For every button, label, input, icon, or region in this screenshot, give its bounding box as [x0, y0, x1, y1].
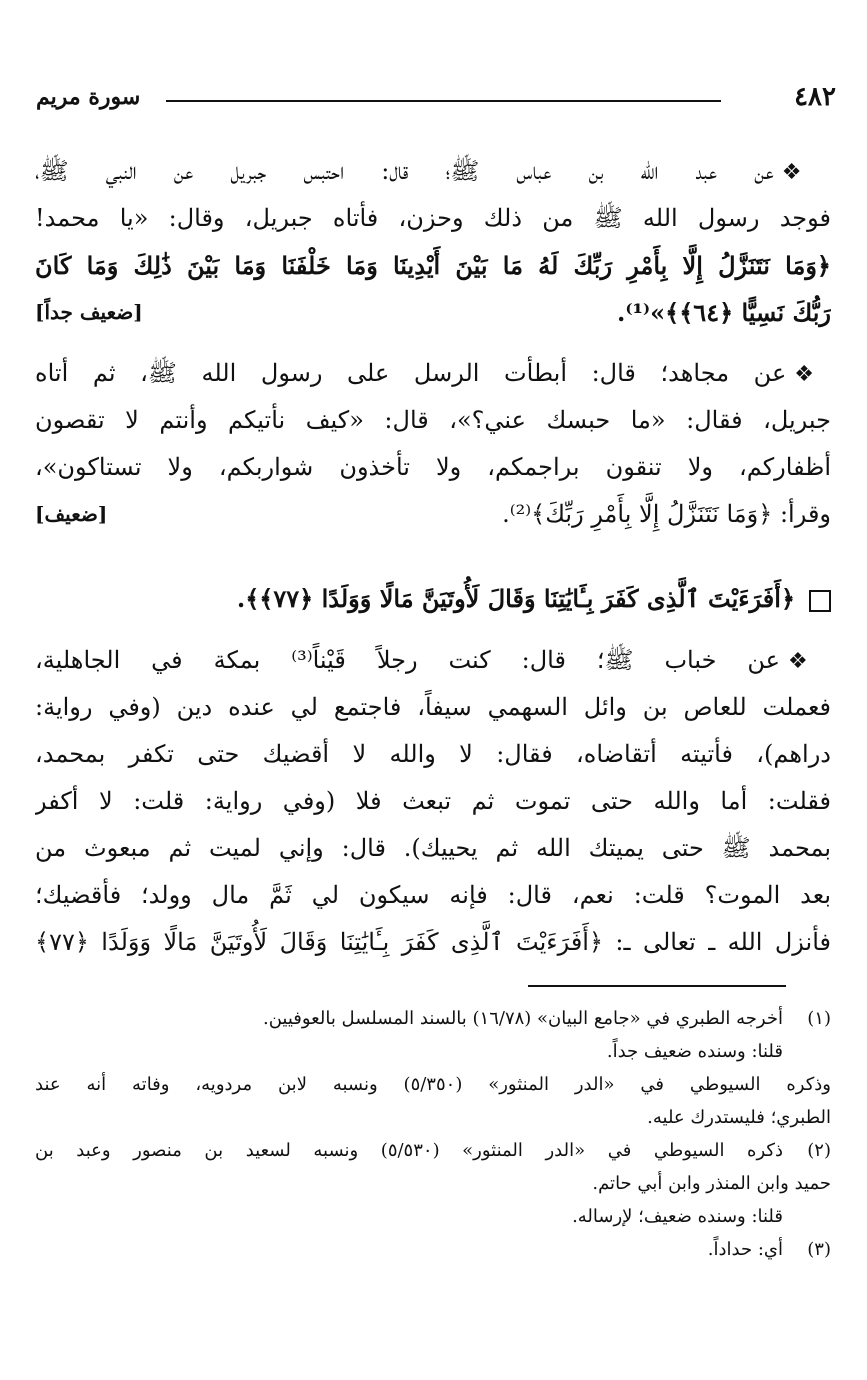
text-line: بمحمد ﷺ حتى يميتك الله ثم يحييك). قال: وإني لميت ثم مبعوث من — [35, 834, 831, 862]
footnote-line: قلنا: وسنده ضعيف؛ لإرساله. — [572, 1206, 783, 1227]
hadith-marker-icon: ❖ — [787, 649, 831, 674]
page-header — [36, 80, 836, 120]
text-line: جبريل، فقال: «ما حبسك عني؟»، قال: «كيف نأتيكم وأنتم لا تقصون — [35, 406, 831, 434]
footnote-line: وذكره السيوطي في «الدر المنثور» (٥/٣٥٠) ونسبه لابن مردويه، وفاته أنه عند — [35, 1074, 831, 1095]
footnotes — [35, 1002, 831, 1266]
footnote-number: (١) — [807, 1008, 831, 1029]
page-number: ٤٨٢ — [794, 82, 836, 112]
verse-heading — [35, 575, 831, 622]
text-line: رَبُّكَ نَسِيًّا ﴿٦٤﴾﴾»⁽¹⁾. [ضعيف جداً] — [35, 289, 831, 336]
text-line: بعد الموت؟ قلت: نعم، قال: فإنه سيكون لي ثَمَّ مال وولد؛ فأقضيك؛ — [35, 881, 831, 909]
text-line: ❖عن مجاهد؛ قال: أبطأت الرسل على رسول الله ﷺ، ثم أتاه — [35, 359, 831, 387]
verse-line: ﴿أَفَرَءَيْتَ ٱلَّذِى كَفَرَ بِـَٔايَٰتِنَا وَقَالَ لَأُوتَيَنَّ مَالًا وَوَلَدًا ﴿٧٧﴾﴾. — [35, 575, 831, 622]
text-line: فقلت: أما والله حتى تموت ثم تبعث فلا (وفي رواية: قلت: لا أكفر — [35, 787, 831, 815]
footnote-number: (٢) — [807, 1140, 831, 1161]
footnote-line: (٢) ذكره السيوطي في «الدر المنثور» (٥/٥٣٠) ونسبه لسعيد بن منصور وعبد بن — [35, 1134, 831, 1167]
square-box-icon — [809, 590, 831, 612]
text-line: فعملت للعاص بن وائل السهمي سيفاً، فاجتمع لي عنده دين (وفي رواية: — [35, 693, 831, 721]
header-rule — [166, 100, 721, 102]
hadith-paragraph-3 — [35, 637, 831, 966]
footnote-number: (٣) — [807, 1239, 831, 1260]
text-line: ❖عن خباب ﷺ؛ قال: كنت رجلاً قَيْناً⁽³⁾ بمكة في الجاهلية، — [35, 646, 831, 674]
surah-title: سورة مريم — [36, 84, 141, 110]
footnote-line: (١) أخرجه الطبري في «جامع البيان» (١٦/٧٨) بالسند المسلسل بالعوفيين. — [35, 1002, 831, 1035]
footnote-line: حميد وابن المنذر وابن أبي حاتم. — [592, 1173, 831, 1194]
grade-label: [ضعيف جداً] — [35, 300, 143, 324]
footnote-rule — [528, 985, 786, 987]
footnote-line: الطبري؛ فليستدرك عليه. — [647, 1107, 831, 1128]
text-line: دراهم)، فأتيته أتقاضاه، فقال: لا والله لا أقضيك حتى تكفر بمحمد، — [35, 740, 831, 768]
footnote-line: (٣) أي: حداداً. — [35, 1233, 831, 1266]
hadith-paragraph-1 — [35, 148, 831, 336]
grade-label: [ضعيف] — [35, 502, 108, 526]
hadith-marker-icon: ❖ — [794, 362, 831, 387]
quran-line: ﴿وَمَا نَتَنَزَّلُ إِلَّا بِأَمْرِ رَبِّكَ لَهُ مَا بَيْنَ أَيْدِينَا وَمَا خَلْفَنَا وَمَا بَيْنَ ذَٰلِكَ وَمَا كَانَ — [35, 251, 831, 280]
text-line: أظفاركم، ولا تنقون براجمكم، ولا تأخذون شواربكم، ولا تستاكون»، — [35, 453, 831, 481]
text-line: فوجد رسول الله ﷺ من ذلك وحزن، فأتاه جبريل، وقال: «يا محمد! — [35, 204, 831, 232]
hadith-marker-icon: ❖ — [781, 160, 831, 185]
text-line: وقرأ: ﴿وَمَا نَتَنَزَّلُ إِلَّا بِأَمْرِ رَبِّكَ﴾⁽²⁾. [ضعيف] — [35, 491, 831, 538]
text-line: فأنزل الله ـ تعالى ـ: ﴿أَفَرَءَيْتَ ٱلَّذِى كَفَرَ بِـَٔايَٰتِنَا وَقَالَ لَأُوتَيَنَّ مَالًا وَوَلَدًا ﴿٧٧﴾ — [35, 928, 831, 956]
footnote-line: قلنا: وسنده ضعيف جداً. — [606, 1041, 783, 1062]
hadith-paragraph-2 — [35, 350, 831, 538]
text-line: ❖عن عبد الله بن عباس ﷺ؛ قال: احتبس جبريل عن النبي ﷺ، — [35, 157, 831, 185]
